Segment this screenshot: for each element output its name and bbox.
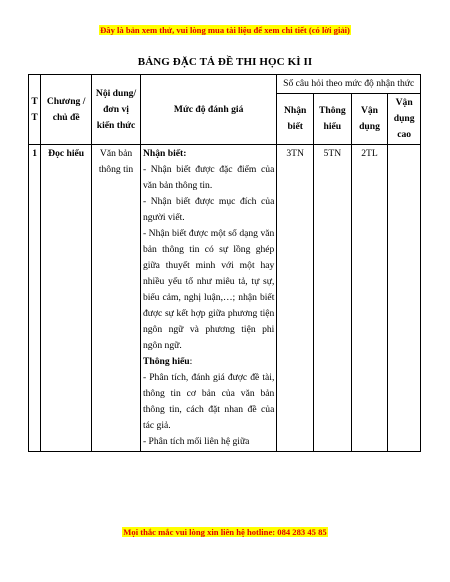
hotline-notice-text: Mọi thắc mắc vui lòng xin liên hệ hotline: 084 283 45 85: [123, 527, 327, 537]
preview-notice-text: Đây là bản xem thử, vui lòng mua tài liệu để xem chi tiết (có lời giải): [100, 25, 350, 35]
count-nhanbiet: 3TN: [277, 145, 314, 452]
count-vandung: 2TL: [351, 145, 388, 452]
row-tt: 1: [29, 145, 41, 452]
header-group: Số câu hỏi theo mức độ nhận thức: [277, 75, 421, 94]
row-mucdo: [140, 145, 276, 452]
row-noidung: Văn bản thông tin: [92, 145, 141, 452]
spec-table: [28, 74, 421, 452]
table-header-row: [29, 75, 421, 94]
table-row: [29, 145, 421, 452]
nhanbiet-item: - Nhận biết được mục đích của người viết.: [142, 196, 275, 223]
nhanbiet-heading: Nhận biết:: [142, 148, 187, 159]
nhanbiet-item: - Nhận biết được đặc điểm của văn bản thông tin.: [142, 164, 275, 191]
header-tt: T T: [29, 75, 41, 145]
thonghieu-heading: Thông hiểu:: [142, 356, 193, 367]
header-mucdo: Mức độ đánh giá: [140, 75, 276, 145]
count-vandungcao: [388, 145, 421, 452]
document-title: BẢNG ĐẶC TẢ ĐỀ THI HỌC KÌ II: [137, 56, 313, 68]
nhanbiet-item: - Nhận biết được một số dạng văn bản thông tin có sự lồng ghép giữa thuyết minh với một hay nhiều yếu tố như miêu tả, tự sự, biểu cảm, nghị luận,…; nhận biết được sự kết hợp giữa phương tiện ngôn ngữ và phương tiện phi ngôn ngữ.: [142, 228, 275, 351]
thonghieu-item: - Phân tích mối liên hệ giữa: [142, 436, 250, 447]
header-noidung: Nội dung/ đơn vị kiến thức: [92, 75, 141, 145]
preview-notice: [0, 25, 450, 35]
count-thonghieu: 5TN: [314, 145, 352, 452]
header-vandung: Vận dụng: [351, 94, 388, 145]
header-nhanbiet: Nhận biết: [277, 94, 314, 145]
thonghieu-item: - Phân tích, đánh giá được đề tài, thông tin cơ bản của văn bản thông tin, cách đặt nhan đề của tác giả.: [142, 372, 275, 431]
hotline-notice: [0, 527, 450, 537]
header-vandungcao: Vận dụng cao: [388, 94, 421, 145]
header-chuong: Chương / chủ đề: [41, 75, 92, 145]
row-chuong: Đọc hiểu: [41, 145, 92, 452]
thonghieu-heading-text: Thông hiểu: [142, 356, 190, 367]
header-thonghieu: Thông hiểu: [314, 94, 352, 145]
